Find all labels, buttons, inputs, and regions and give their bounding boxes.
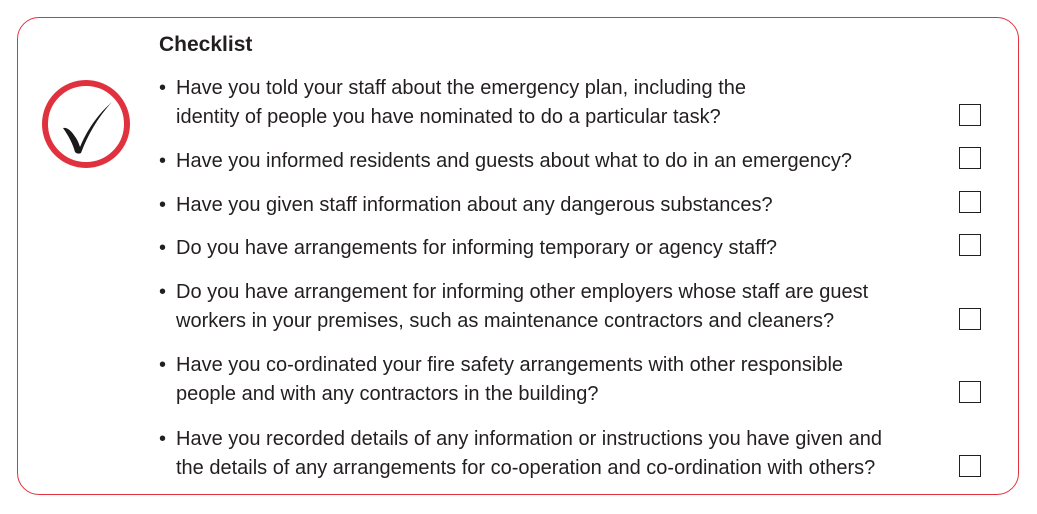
bullet: • bbox=[159, 150, 167, 172]
checklist-item-line: the details of any arrangements for co-operation and co-ordination with others? bbox=[176, 457, 876, 479]
checklist-checkbox[interactable] bbox=[959, 104, 981, 126]
checklist-checkbox[interactable] bbox=[959, 147, 981, 169]
checklist-item-line: Have you informed residents and guests about what to do in an emergency? bbox=[176, 150, 852, 172]
checklist-item-text bbox=[176, 425, 946, 483]
checklist-checkbox[interactable] bbox=[959, 381, 981, 403]
bullet: • bbox=[159, 281, 167, 303]
checklist-item-text bbox=[176, 74, 946, 132]
bullet: • bbox=[159, 194, 167, 216]
checklist-item-text bbox=[176, 147, 946, 176]
checklist-item-line: Do you have arrangement for informing other employers whose staff are guest bbox=[176, 281, 869, 303]
bullet: • bbox=[159, 237, 167, 259]
bullet: • bbox=[159, 428, 167, 450]
checklist-item-line: identity of people you have nominated to do a particular task? bbox=[176, 106, 721, 128]
checklist-checkbox[interactable] bbox=[959, 191, 981, 213]
checklist-item-text bbox=[176, 351, 946, 409]
checklist-title: Checklist bbox=[159, 33, 253, 56]
checklist-item-line: Have you given staff information about any dangerous substances? bbox=[176, 194, 773, 216]
checklist-item-line: Have you co-ordinated your fire safety arrangements with other responsible bbox=[176, 354, 844, 376]
bullet: • bbox=[159, 354, 167, 376]
bullet: • bbox=[159, 77, 167, 99]
checklist-item-line: workers in your premises, such as maintenance contractors and cleaners? bbox=[176, 310, 835, 332]
checklist-checkbox[interactable] bbox=[959, 234, 981, 256]
checklist-item-text bbox=[176, 278, 946, 336]
checklist-item-line: Do you have arrangements for informing temporary or agency staff? bbox=[176, 237, 778, 259]
checklist-item-line: Have you told your staff about the emergency plan, including the bbox=[176, 77, 746, 99]
checklist-checkbox[interactable] bbox=[959, 455, 981, 477]
checklist-item-line: people and with any contractors in the building? bbox=[176, 383, 599, 405]
checklist-item-text bbox=[176, 234, 946, 263]
checkmark-circle-icon bbox=[40, 78, 132, 170]
checklist-item-line: Have you recorded details of any information or instructions you have given and bbox=[176, 428, 882, 450]
checklist-checkbox[interactable] bbox=[959, 308, 981, 330]
checklist-item-text bbox=[176, 191, 946, 220]
